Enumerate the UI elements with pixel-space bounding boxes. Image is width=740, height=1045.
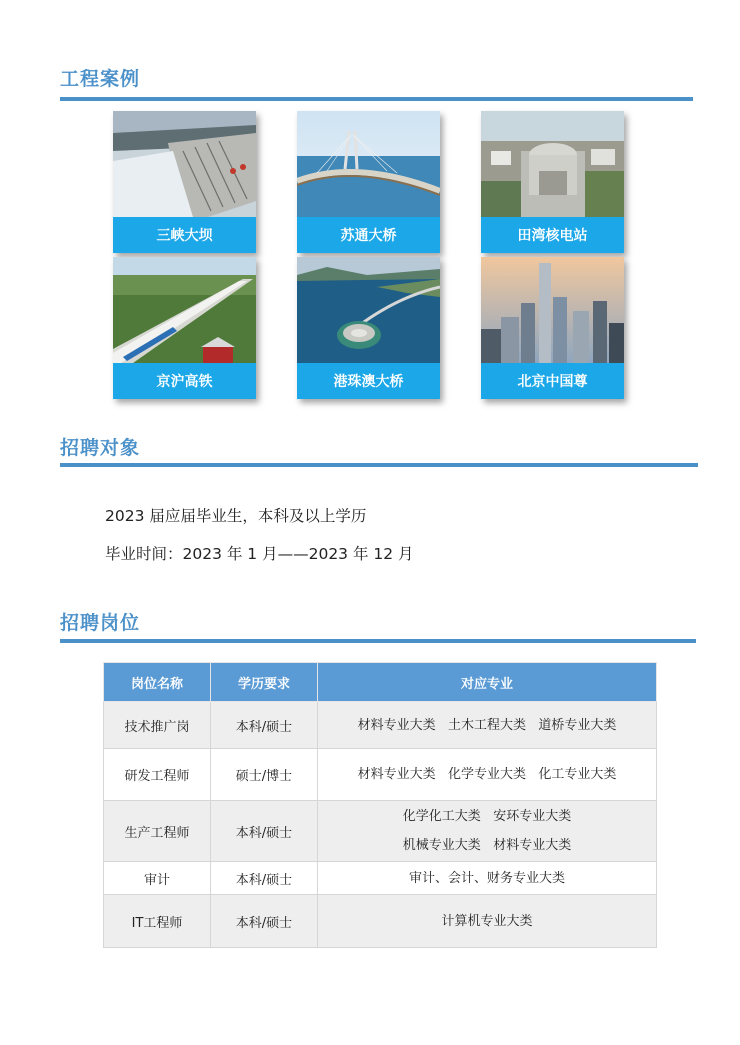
cases-section-rule: [60, 97, 693, 101]
case-label: 京沪高铁: [113, 363, 256, 399]
bridge-photo: [297, 111, 440, 217]
table-row: [104, 801, 657, 862]
positions-section-rule: [60, 639, 696, 643]
target-section-title: 招聘对象: [60, 437, 141, 459]
case-label: 北京中国尊: [481, 363, 624, 399]
case-label: 田湾核电站: [481, 217, 624, 253]
cell-majors: [318, 702, 657, 749]
case-card-hzmb: [297, 257, 440, 399]
major-line: 材料专业大类 土木工程大类 道桥专业大类: [357, 717, 617, 733]
cell-majors: [318, 749, 657, 801]
major-line: 材料专业大类 化学专业大类 化工专业大类: [357, 767, 617, 782]
major-line: 计算机专业大类: [441, 913, 533, 929]
cell-education: 本科/硕士: [211, 895, 318, 948]
major-line: 审计、会计、财务专业大类: [408, 870, 565, 886]
cell-education: 本科/硕士: [211, 862, 318, 895]
cell-position: IT工程师: [104, 895, 211, 948]
cell-education: 硕士/博士: [211, 749, 318, 801]
header-position: 岗位名称: [104, 663, 211, 702]
header-education: 学历要求: [211, 663, 318, 702]
cell-education: 本科/硕士: [211, 801, 318, 862]
cell-majors: [318, 862, 657, 895]
cell-position: 研发工程师: [104, 749, 211, 801]
target-line-graduation: 毕业时间：2023 年 1 月——2023 年 12 月: [105, 545, 414, 563]
railway-photo: [113, 257, 256, 363]
cell-position: 技术推广岗: [104, 702, 211, 749]
table-row: [104, 895, 657, 948]
case-label: 三峡大坝: [113, 217, 256, 253]
table-row: [104, 702, 657, 749]
case-card-hsr: [113, 257, 256, 399]
header-majors: 对应专业: [318, 663, 657, 702]
cell-majors: [318, 895, 657, 948]
sea-bridge-photo: [297, 257, 440, 363]
major-line: 机械专业大类 材料专业大类: [402, 838, 572, 853]
cell-position: 生产工程师: [104, 801, 211, 862]
nuclear-plant-photo: [481, 111, 624, 217]
positions-table: [103, 662, 657, 948]
case-card-sutong-bridge: [297, 111, 440, 253]
major-line: 化学化工大类 安环专业大类: [402, 809, 572, 824]
cases-section-title: 工程案例: [60, 68, 141, 90]
target-section-rule: [60, 463, 698, 467]
case-label: 苏通大桥: [297, 217, 440, 253]
case-card-tianwan-nuclear: [481, 111, 624, 253]
skyline-photo: [481, 257, 624, 363]
case-grid: [113, 111, 624, 399]
dam-photo: [113, 111, 256, 217]
cell-position: 审计: [104, 862, 211, 895]
case-card-three-gorges: [113, 111, 256, 253]
cell-majors: [318, 801, 657, 862]
cell-education: 本科/硕士: [211, 702, 318, 749]
table-header-row: [104, 663, 657, 702]
case-card-china-zun: [481, 257, 624, 399]
table-row: [104, 749, 657, 801]
target-line-education: 2023 届应届毕业生，本科及以上学历: [105, 507, 367, 525]
case-label: 港珠澳大桥: [297, 363, 440, 399]
table-row: [104, 862, 657, 895]
positions-section-title: 招聘岗位: [60, 612, 141, 634]
